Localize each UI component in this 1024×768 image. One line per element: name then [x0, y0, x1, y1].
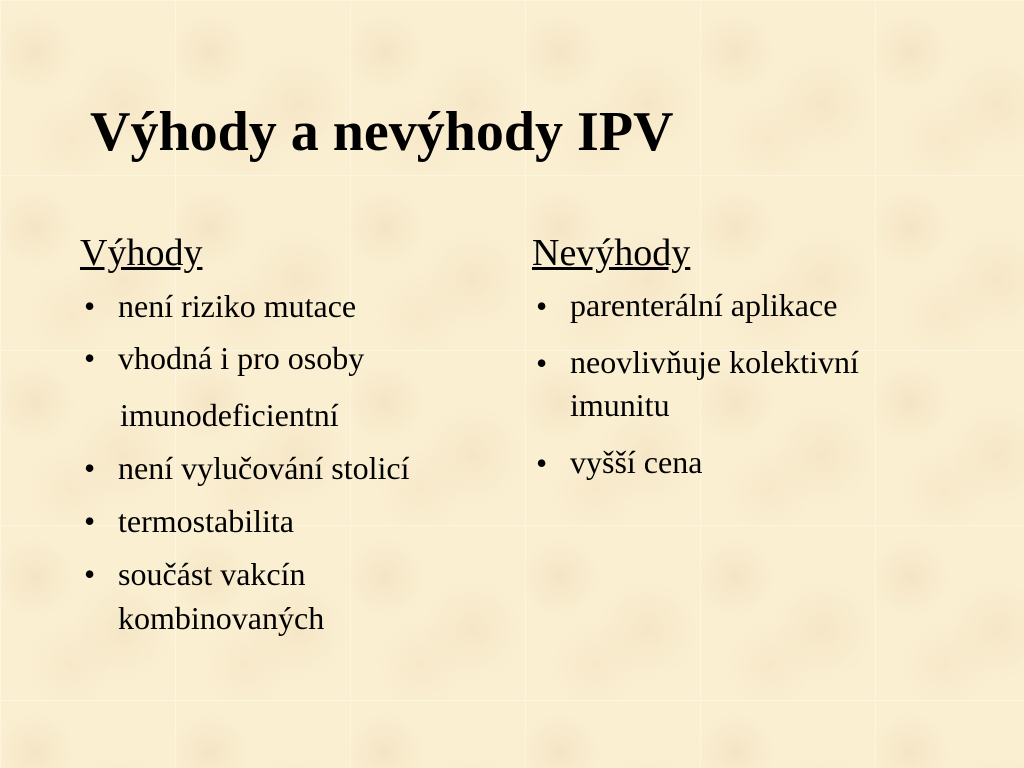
bullet-icon: • [84, 450, 96, 487]
list-item [532, 441, 972, 484]
list-item-continuation: imunodeficientní [120, 397, 339, 434]
bullet-icon: • [84, 502, 96, 539]
list-item [80, 284, 500, 329]
bullet-icon: • [536, 445, 548, 482]
bullet-icon: • [84, 340, 96, 377]
advantages-heading: Výhody [80, 232, 203, 274]
bullet-icon: • [536, 344, 548, 381]
list-item [80, 499, 500, 544]
list-item [80, 446, 500, 491]
list-item-text: vyšší cena [570, 444, 703, 481]
bullet-icon: • [84, 287, 96, 324]
list-item-text: není riziko mutace [118, 287, 357, 324]
list-item-text: není vylučování stolicí [118, 450, 410, 487]
list-item [80, 336, 500, 438]
disadvantages-list [532, 284, 972, 485]
bullet-icon: • [84, 555, 96, 592]
bullet-icon: • [536, 287, 548, 324]
list-item [532, 284, 972, 327]
advantages-column [80, 232, 500, 649]
list-item-text: termostabilita [118, 502, 294, 539]
list-item-text: parenterální aplikace [570, 286, 838, 323]
list-item-text: neovlivňuje kolektivní imunitu [570, 343, 859, 424]
advantages-list [80, 284, 500, 642]
slide-title: Výhody a nevýhody IPV [90, 101, 674, 163]
disadvantages-column [532, 232, 972, 498]
disadvantages-heading: Nevýhody [532, 232, 691, 274]
list-item [80, 552, 500, 642]
list-item-text: součást vakcín kombinovaných [118, 555, 325, 637]
list-item [532, 341, 972, 427]
list-item-text: vhodná i pro osoby [118, 340, 365, 377]
